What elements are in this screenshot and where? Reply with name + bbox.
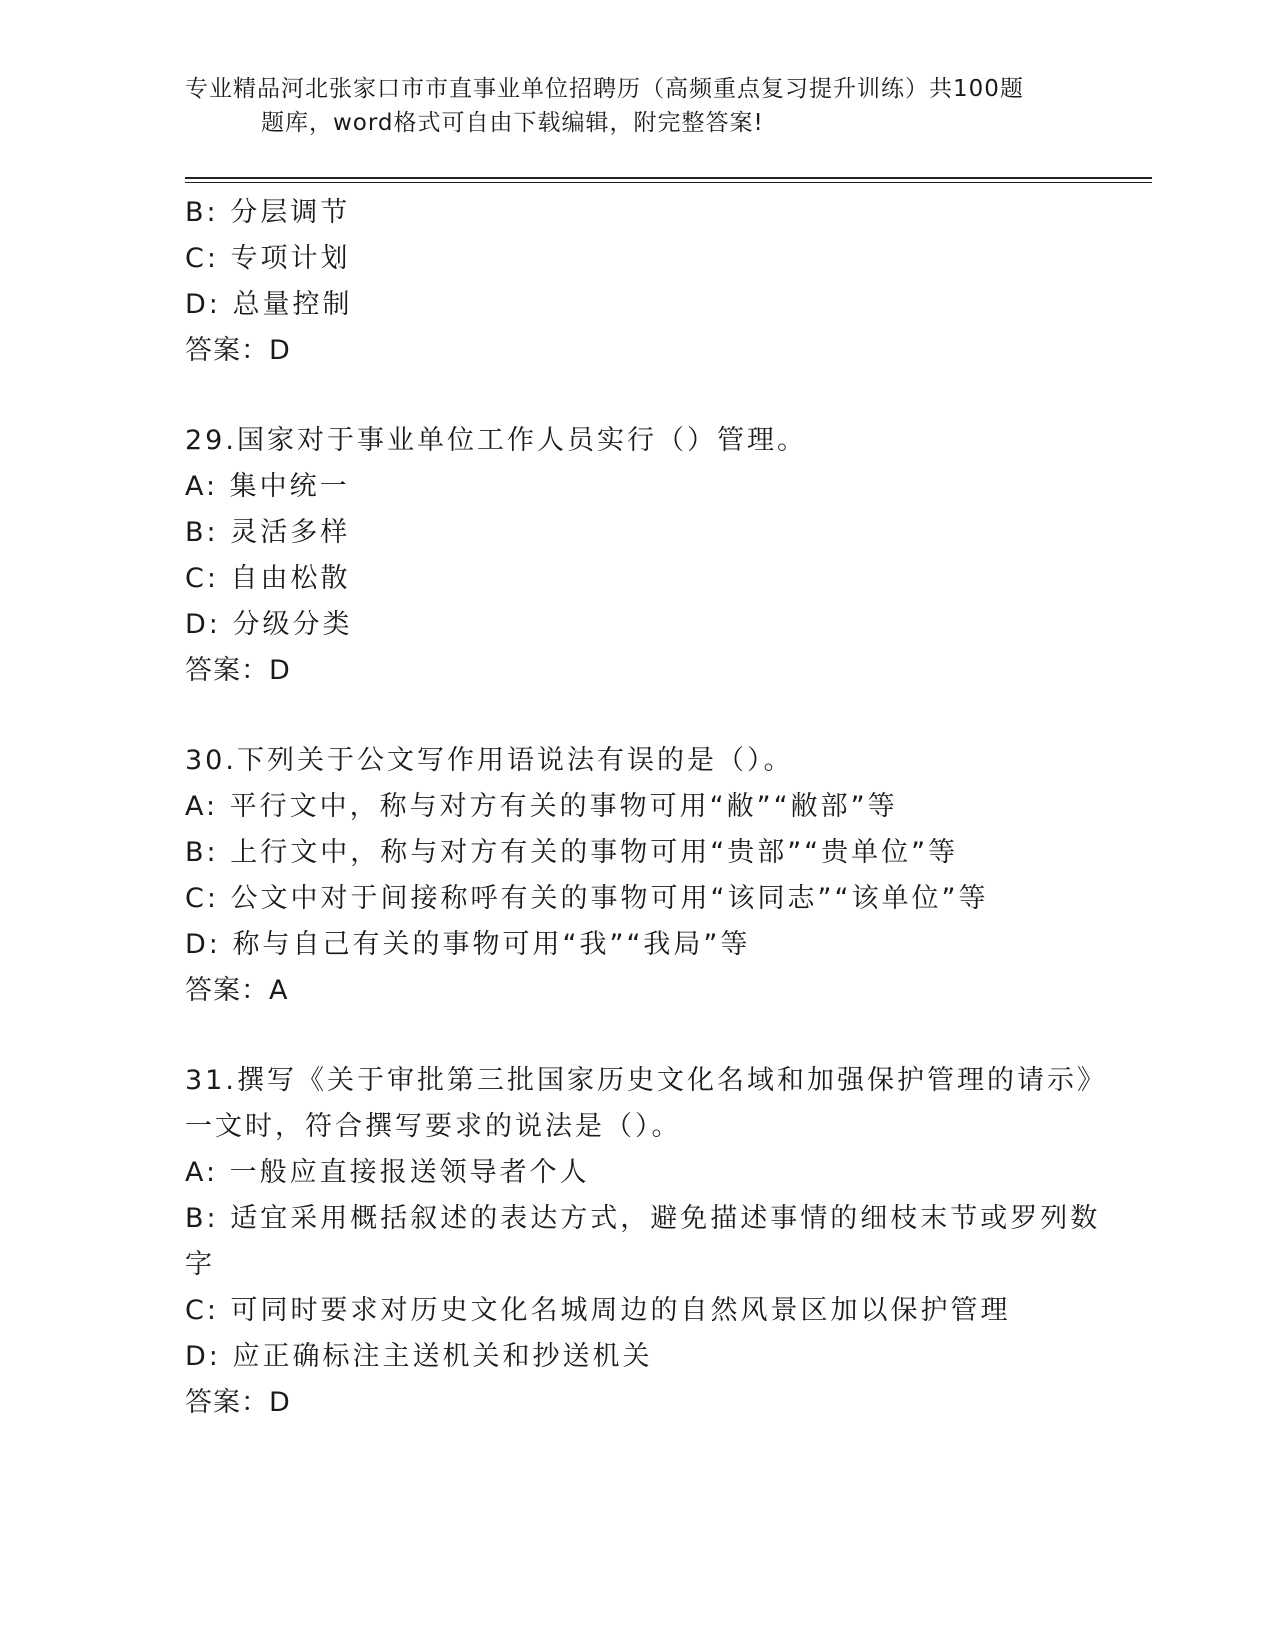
q30-option-d: D: 称与自己有关的事物可用“我”“我局”等 [185, 929, 751, 960]
q31-question-line2: 一文时，符合撰写要求的说法是（）。 [185, 1111, 682, 1142]
question-30-block [185, 738, 1085, 1014]
q31-option-b-line2: 字 [185, 1249, 215, 1280]
document-body [185, 190, 1107, 1426]
header-title-line1: 专业精品河北张家口市市直事业单位招聘历（高频重点复习提升训练）共100题 [185, 76, 1024, 102]
spacer [185, 694, 1085, 738]
document-header [185, 72, 1065, 140]
q28-option-b: B: 分层调节 [185, 197, 351, 228]
header-title-line2: 题库，word格式可自由下载编辑，附完整答案! [261, 110, 764, 136]
question-29-block [185, 418, 1085, 694]
q29-option-a: A: 集中统一 [185, 471, 350, 502]
q30-question: 30.下列关于公文写作用语说法有误的是（）。 [185, 745, 794, 776]
q30-option-c: C: 公文中对于间接称呼有关的事物可用“该同志”“该单位”等 [185, 883, 989, 914]
q29-option-b: B: 灵活多样 [185, 517, 351, 548]
q31-option-a: A: 一般应直接报送领导者个人 [185, 1157, 590, 1188]
question-31-block [185, 1058, 1107, 1426]
q31-option-b-line1: B: 适宜采用概括叙述的表达方式，避免描述事情的细枝末节或罗列数 [185, 1203, 1101, 1234]
q30-option-b: B: 上行文中，称与对方有关的事物可用“贵部”“贵单位”等 [185, 837, 959, 868]
q30-answer: 答案：A [185, 975, 289, 1006]
spacer [185, 374, 1085, 418]
q29-option-d: D: 分级分类 [185, 609, 353, 640]
spacer [185, 1014, 1085, 1058]
q31-answer: 答案：D [185, 1387, 291, 1418]
q31-option-d: D: 应正确标注主送机关和抄送机关 [185, 1341, 653, 1372]
header-rule-thick [185, 177, 1152, 179]
q28-option-c: C: 专项计划 [185, 243, 351, 274]
q29-question: 29.国家对于事业单位工作人员实行（）管理。 [185, 425, 807, 456]
q30-option-a: A: 平行文中，称与对方有关的事物可用“敝”“敝部”等 [185, 791, 898, 822]
q31-option-c: C: 可同时要求对历史文化名城周边的自然风景区加以保护管理 [185, 1295, 1011, 1326]
header-rule-thin [185, 182, 1152, 183]
q29-option-c: C: 自由松散 [185, 563, 351, 594]
q28-option-d: D: 总量控制 [185, 289, 353, 320]
q31-question-line1: 31.撰写《关于审批第三批国家历史文化名域和加强保护管理的请示》 [185, 1065, 1107, 1096]
q29-answer: 答案：D [185, 655, 291, 686]
q28-answer: 答案：D [185, 335, 291, 366]
question-28-block [185, 190, 1085, 374]
